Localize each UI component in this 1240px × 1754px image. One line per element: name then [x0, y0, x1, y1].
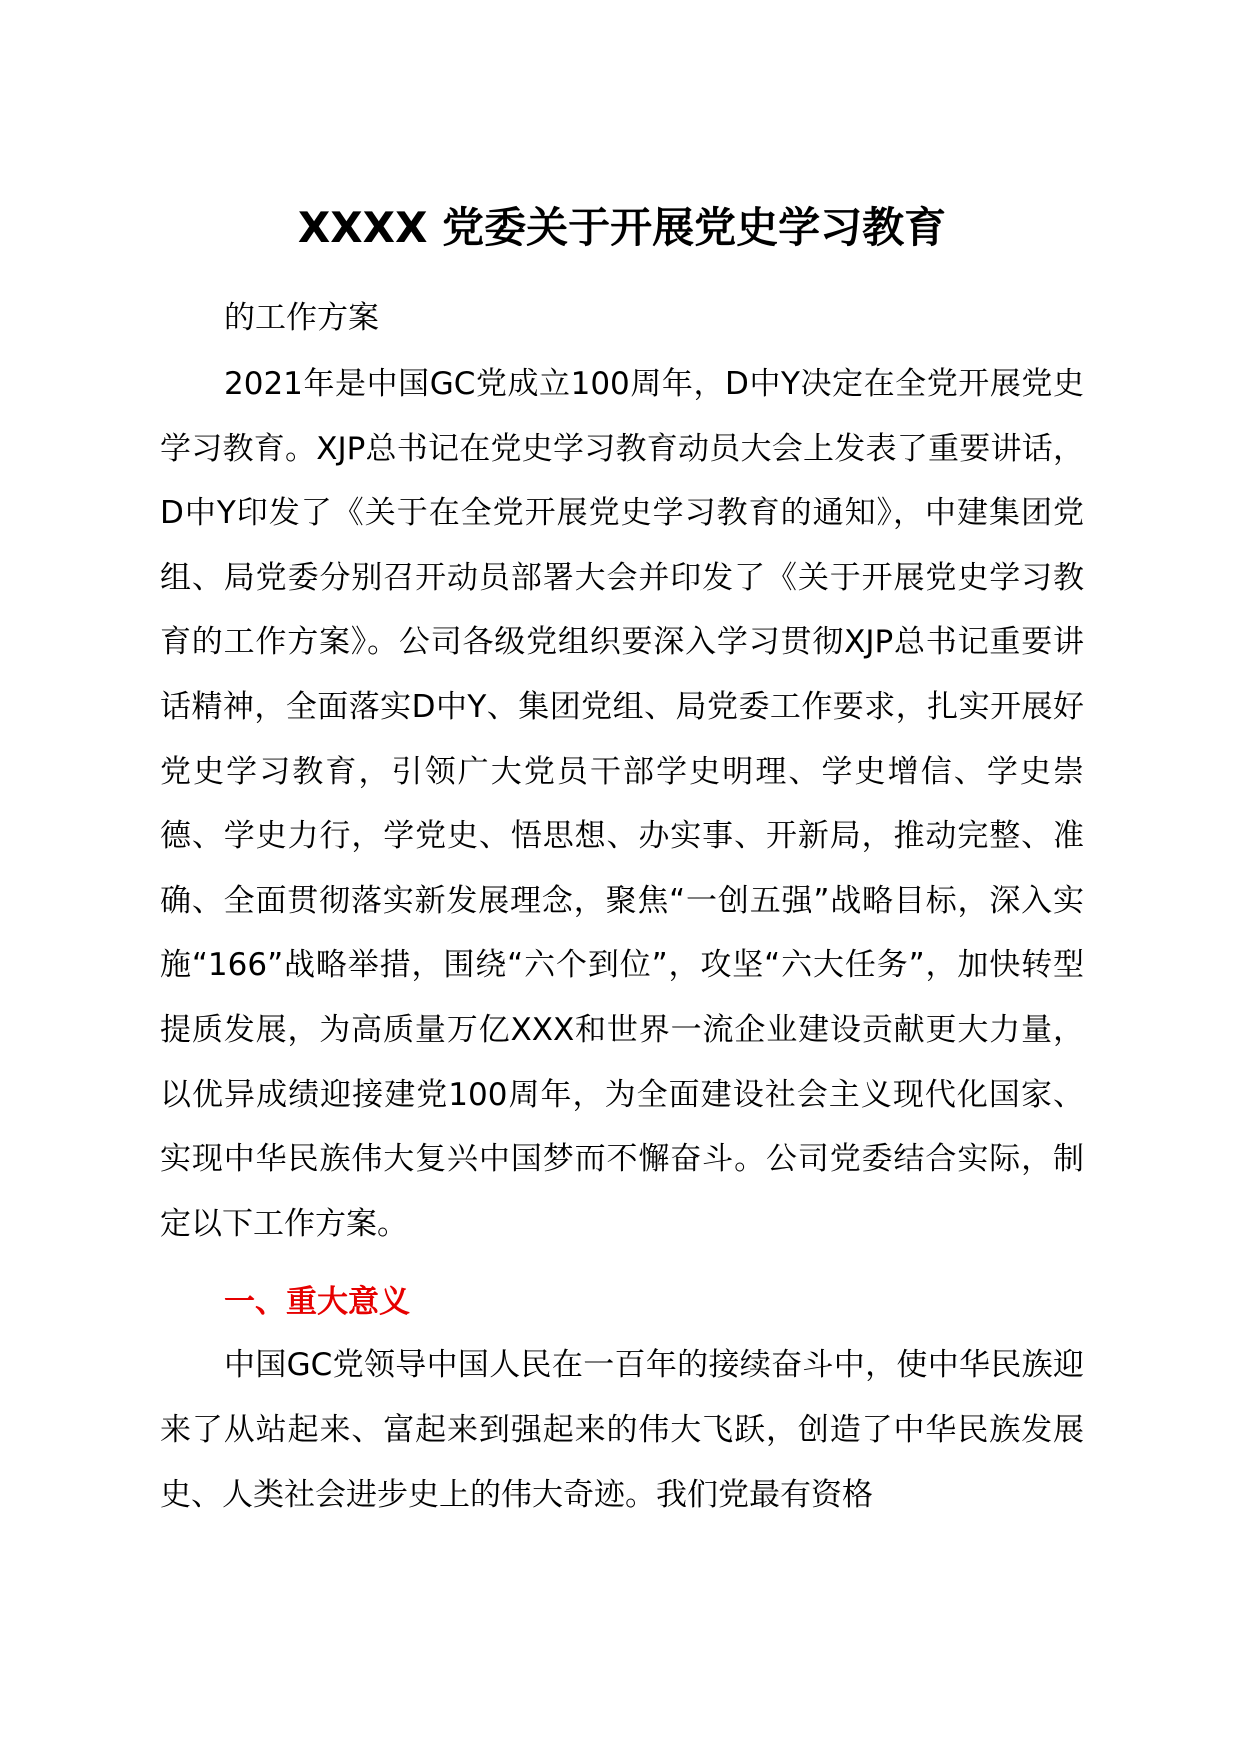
- document-subtitle: 的工作方案: [224, 300, 379, 336]
- document-title: XXXX 党委关于开展党史学习教育: [297, 203, 947, 252]
- document-page: [160, 196, 1084, 1527]
- intro-paragraph: 2021年是中国GC党成立100周年，D中Y决定在全党开展党史学习教育。XJP总书记在党史学习教育动员大会上发表了重要讲话，D中Y印发了《关于在全党开展党史学习教育的通知》，中建集团党组、局党委分别召开动员部署大会并印发了《关于开展党史学习教育的工作方案》。公司各级党组织要深入学习贯彻XJP总书记重要讲话精神，全面落实D中Y、集团党组、局党委工作要求，扎实开展好党史学习教育，引领广大党员干部学史明理、学史增信、学史崇德、学史力行，学党史、悟思想、办实事、开新局，推动完整、准确、全面贯彻落实新发展理念，聚焦“一创五强”战略目标，深入实施“166”战略举措，围绕“六个到位”，攻坚“六大任务”，加快转型提质发展，为高质量万亿XXX和世界一流企业建设贡献更大力量，以优异成绩迎接建党100周年，为全面建设社会主义现代化国家、实现中华民族伟大复兴中国梦而不懈奋斗。公司党委结合实际，制定以下工作方案。: [160, 366, 1084, 1242]
- section-paragraph: 中国GC党领导中国人民在一百年的接续奋斗中，使中华民族迎来了从站起来、富起来到强起来的伟大飞跃，创造了中华民族发展史、人类社会进步史上的伟大奇迹。我们党最有资格: [160, 1347, 1084, 1513]
- section-heading: 一、重大意义: [224, 1284, 410, 1321]
